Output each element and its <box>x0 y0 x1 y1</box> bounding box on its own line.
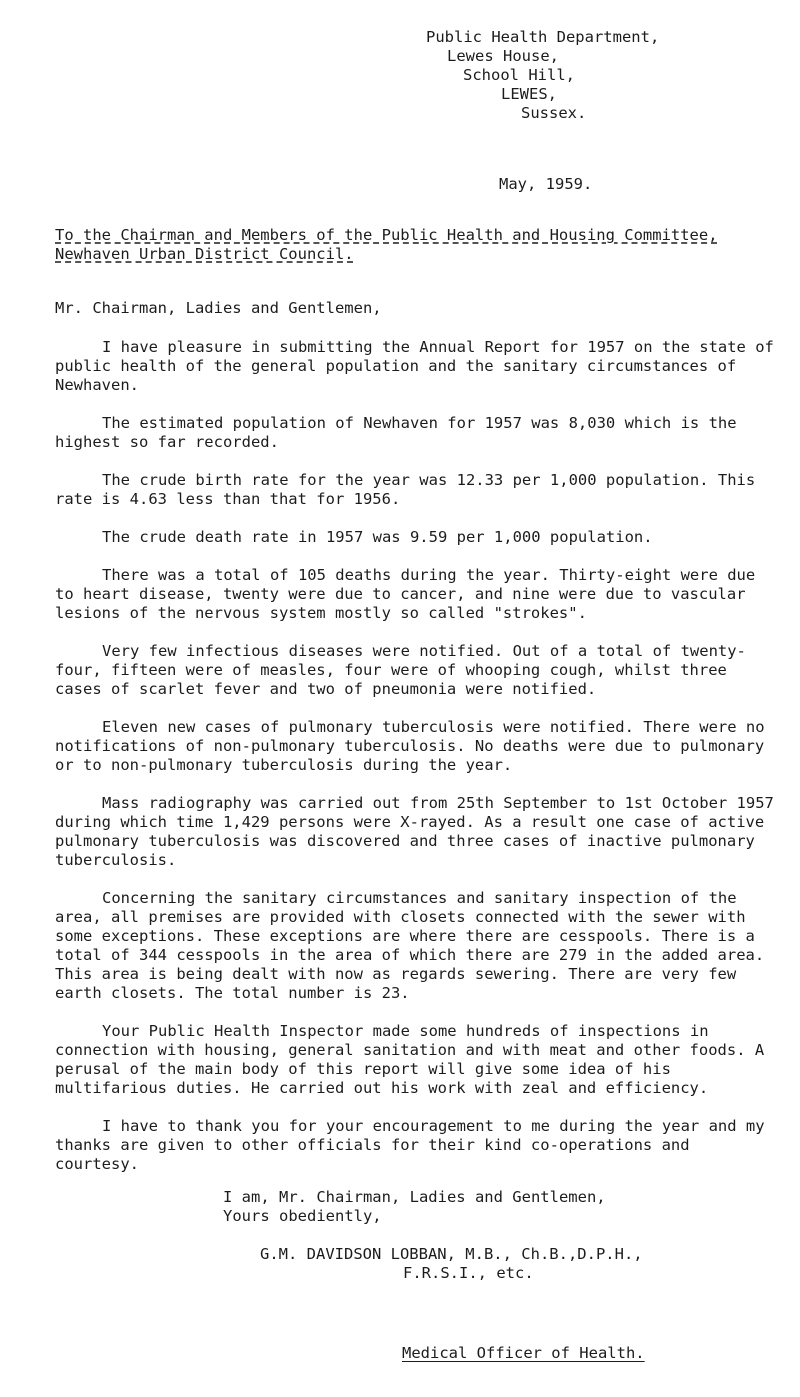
paragraph-infectious-diseases: Very few infectious diseases were notified. Out of a total of twenty-four, fifteen were of measles, four were of whooping cough, whilst three cases of scarlet fever and two of pneumonia were notified. <box>55 642 746 698</box>
addressee-line-2: Newhaven Urban District Council. <box>55 245 354 263</box>
paragraph-inspector: Your Public Health Inspector made some hundreds of inspections in connection with housing, general sanitation and with meat and other foods. A perusal of the main body of this report will give some idea of his multifarious duties. He carried out his work with zeal and efficiency. <box>55 1022 765 1097</box>
paragraph-mass-radiography: Mass radiography was carried out from 25th September to 1st October 1957 during which time 1,429 persons were X-rayed. As a result one case of active pulmonary tuberculosis was discovered and three cases of inactive pulmonary tuberculosis. <box>55 794 774 869</box>
letterhead-street: School Hill, <box>463 66 575 84</box>
letter-date: May, 1959. <box>499 175 593 193</box>
letter-body <box>55 338 775 1193</box>
paragraph-thanks: I have to thank you for your encouragement to me during the year and my thanks are given to other officials for their kind co-operations and courtesy. <box>55 1117 765 1173</box>
paragraph-intro: I have pleasure in submitting the Annual Report for 1957 on the state of public health of the general population and the sanitary circumstances of Newhaven. <box>55 338 774 394</box>
signature-qualifications: F.R.S.I., etc. <box>403 1264 534 1282</box>
paragraph-death-rate: The crude death rate in 1957 was 9.59 per 1,000 population. <box>102 528 653 546</box>
paragraph-deaths: There was a total of 105 deaths during the year. Thirty-eight were due to heart disease, twenty were due to cancer, and nine were due to vascular lesions of the nervous system mostly so called "strokes". <box>55 566 756 622</box>
closing-yours: Yours obediently, <box>223 1207 382 1225</box>
letterhead-department: Public Health Department, <box>426 28 660 46</box>
paragraph-population: The estimated population of Newhaven for 1957 was 8,030 which is the highest so far recorded. <box>55 414 737 451</box>
paragraph-tuberculosis: Eleven new cases of pulmonary tuberculosis were notified. There were no notifications of non-pulmonary tuberculosis. No deaths were due to pulmonary or to non-pulmonary tuberculosis during the year. <box>55 718 765 774</box>
addressee-line-1: To the Chairman and Members of the Public Health and Housing Committee, <box>55 226 718 244</box>
letter-closing <box>223 1188 643 1283</box>
paragraph-birth-rate: The crude birth rate for the year was 12.33 per 1,000 population. This rate is 4.63 less than that for 1956. <box>55 471 756 508</box>
letterhead-town: LEWES, <box>501 85 557 103</box>
addressee <box>55 226 718 264</box>
paragraph-sanitary: Concerning the sanitary circumstances and sanitary inspection of the area, all premises are provided with closets connected with the sewer with some exceptions. These exceptions are where there are cesspools. There is a total of 344 cesspools in the area of which there are 279 in the added area. This area is being dealt with now as regards sewering. There are very few earth closets. The total number is 23. <box>55 889 765 1002</box>
signatory-title: Medical Officer of Health. <box>402 1344 645 1362</box>
letterhead-county: Sussex. <box>521 104 587 122</box>
signature-name: G.M. DAVIDSON LOBBAN, M.B., Ch.B.,D.P.H., <box>260 1245 643 1263</box>
letterhead-address <box>426 28 659 123</box>
letterhead-building: Lewes House, <box>447 47 559 65</box>
salutation: Mr. Chairman, Ladies and Gentlemen, <box>55 299 382 317</box>
closing-line: I am, Mr. Chairman, Ladies and Gentlemen, <box>223 1188 606 1206</box>
